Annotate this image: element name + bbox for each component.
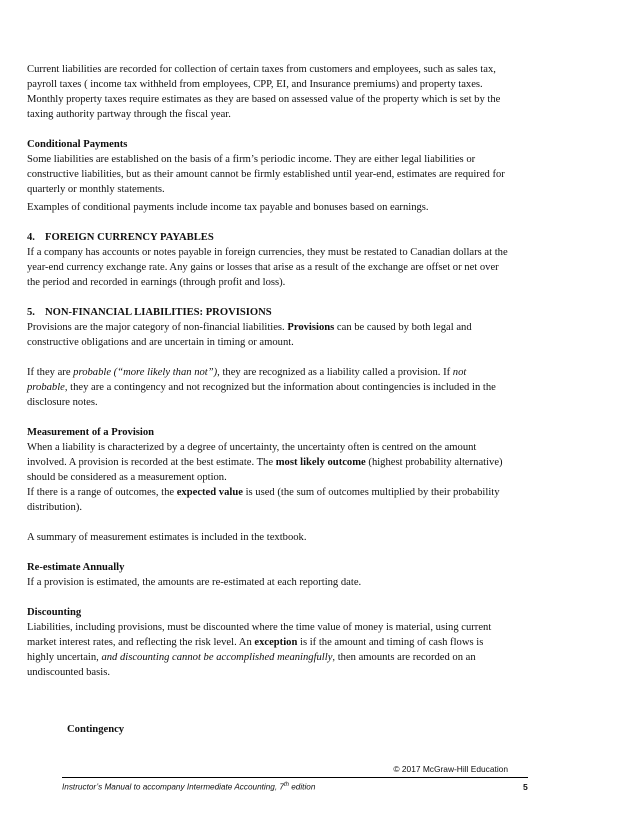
text-run: can be caused by both legal and constructive obligations and are uncertain in timing or amount. <box>27 322 472 348</box>
intro-paragraph: Current liabilities are recorded for collection of certain taxes from customers and employees, such as sales tax, payroll taxes ( income tax withheld from employees, CPP, EI, and Insurance premiums) and property taxes. Monthly property taxes require estimates as they are based on assessed value of the property which is set by the taxing authority partway through the fiscal year. <box>27 64 501 120</box>
superscript: th <box>283 782 289 788</box>
probable-paragraph <box>27 365 509 410</box>
text-run: , they are a contingency and not recognized but the information about contingencies is included in the disclosure notes. <box>27 382 496 408</box>
text-run: , they are recognized as a liability called a provision. If <box>217 367 453 378</box>
footer-divider <box>62 777 528 778</box>
text-run: When a liability is characterized by a degree of uncertainty, the uncertainty often is centred on the amount involved. A provision is recorded at the best estimate. The <box>27 442 477 468</box>
text-run: , then amounts are recorded on an undiscounted basis. <box>27 652 476 678</box>
text-run: If there is a range of outcomes, the <box>27 487 177 498</box>
section-5-number: 5. <box>27 307 35 318</box>
bold-term: Provisions <box>287 322 335 333</box>
summary-paragraph: A summary of measurement estimates is included in the textbook. <box>27 532 307 543</box>
text-run: (highest probability alternative) should be considered as a measurement option. <box>27 457 503 483</box>
section-4-number: 4. <box>27 232 35 243</box>
footer-manual-title <box>62 782 315 792</box>
reestimate-body: If a provision is estimated, the amounts are re-estimated at each reporting date. <box>27 577 362 588</box>
bold-term: expected value <box>176 487 243 498</box>
section-4-body: If a company has accounts or notes payable in foreign currencies, they must be restated to Canadian dollars at the year-end currency exchange rate. Any gains or losses that arise as a result of the exchange are offset or net over the period and recorded in earnings (through profit and loss). <box>27 247 508 288</box>
measurement-heading: Measurement of a Provision <box>27 427 155 438</box>
text-run: edition <box>288 782 316 792</box>
section-5-title: NON-FINANCIAL LIABILITIES: PROVISIONS <box>45 307 272 318</box>
bold-term: most likely outcome <box>275 457 366 468</box>
discounting-heading: Discounting <box>27 607 82 618</box>
contingency-heading: Contingency <box>67 724 125 735</box>
reestimate-heading: Re-estimate Annually <box>27 562 125 573</box>
text-run: If they are <box>27 367 74 378</box>
italic-term: and discounting cannot be accomplished meaningfully <box>101 652 333 663</box>
section-5-body <box>27 320 509 350</box>
text-run: is if the amount and timing of cash flows is highly uncertain, <box>27 637 484 663</box>
text-run: Provisions are the major category of non-financial liabilities. <box>27 322 288 333</box>
text-run: is used (the sum of outcomes multiplied by their probability distribution). <box>27 487 500 513</box>
bold-term: exception <box>254 637 298 648</box>
section-4-title: FOREIGN CURRENCY PAYABLES <box>45 232 214 243</box>
text-run: Liabilities, including provisions, must be discounted where the time value of money is material, using current market interest rates, and reflecting the risk level. An <box>27 622 492 648</box>
range-paragraph <box>27 485 509 515</box>
measurement-body <box>27 440 509 485</box>
text-run: Instructor’s Manual to accompany Intermediate Accounting, 7 <box>62 782 284 792</box>
discounting-body <box>27 620 509 680</box>
conditional-payments-body: Some liabilities are established on the basis of a firm’s periodic income. They are either legal liabilities or constructive liabilities, but as their amount cannot be firmly established until year-end, estimates are required for quarterly or monthly statements. <box>27 154 505 195</box>
section-4-heading <box>27 230 509 245</box>
conditional-payments-examples: Examples of conditional payments include income tax payable and bonuses based on earnings. <box>27 202 429 213</box>
conditional-payments-heading: Conditional Payments <box>27 139 128 150</box>
document-body <box>27 62 509 680</box>
page-number: 5 <box>523 782 528 792</box>
italic-term: not probable <box>27 367 467 393</box>
italic-term: probable (“more likely than not”) <box>73 367 218 378</box>
copyright-notice: © 2017 McGraw-Hill Education <box>393 764 508 774</box>
section-5-heading <box>27 305 509 320</box>
